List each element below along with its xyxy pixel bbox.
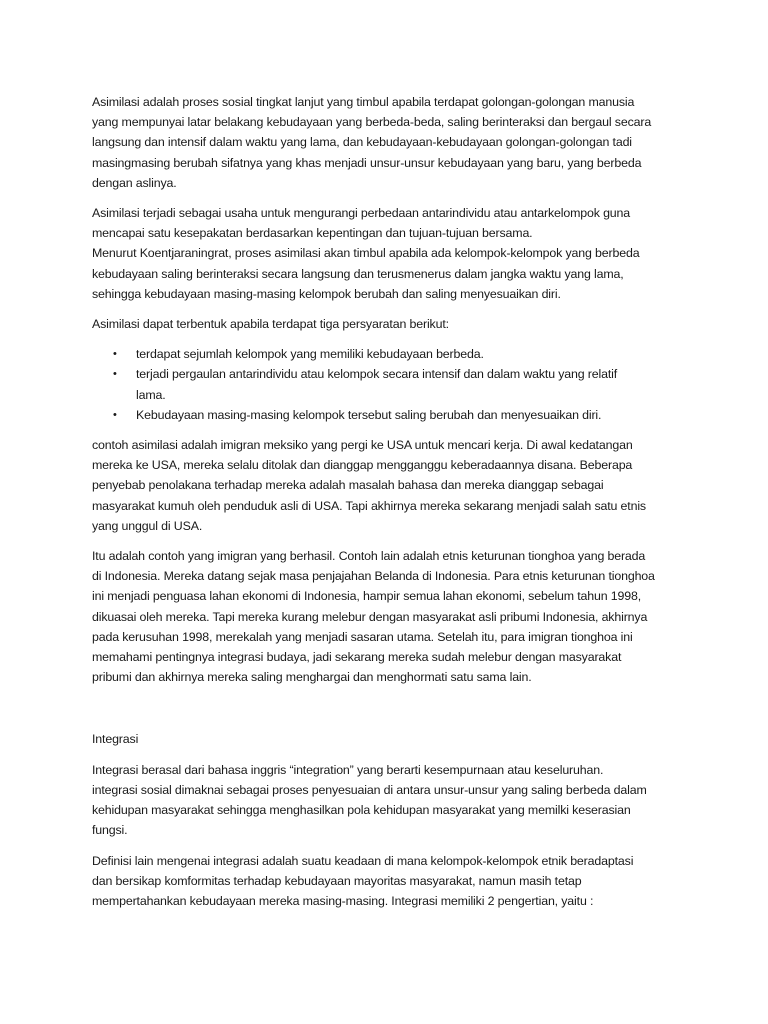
text-line: Integrasi berasal dari bahasa inggris “integration” yang berarti kesempurnaan atau keseluruhan. [92,762,604,777]
text-line: Asimilasi adalah proses sosial tingkat lanjut yang timbul apabila terdapat golongan-golongan manusia [92,95,635,109]
text-line: sehingga kebudayaan masing-masing kelompok berubah dan saling menyesuaikan diri. [92,286,561,301]
text-line: dengan aslinya. [92,175,177,190]
bullet-icon: • [113,348,117,361]
requirements-list [92,344,682,425]
text-line: penyebab penolakana terhadap mereka adalah masalah bahasa dan mereka dianggap sebagai [92,478,604,493]
bullet-icon: • [113,368,117,381]
document-page [92,92,682,921]
paragraph-example-mexico [92,435,682,536]
text-line: kehidupan masyarakat sehingga menghasilkan pola kehidupan masyarakat yang memilki keserasian [92,803,631,818]
text-line: mempertahankan kebudayaan mereka masing-masing. Integrasi memiliki 2 pengertian, yaitu : [92,893,594,908]
text-line: Itu adalah contoh yang imigran yang berhasil. Contoh lain adalah etnis keturunan tionghoa yang berada [92,549,646,564]
heading-text: Integrasi [92,732,139,747]
text-line: Definisi lain mengenai integrasi adalah suatu keadaan di mana kelompok-kelompok etnik beradaptasi [92,853,634,868]
paragraph-asimilasi-definition [92,92,682,193]
text-line: di Indonesia. Mereka datang sejak masa penjajahan Belanda di Indonesia. Para etnis keturunan tionghoa [92,569,655,584]
paragraph-example-tionghoa [92,546,682,687]
text-line: memahami pentingnya integrasi budaya, jadi sekarang mereka sudah melebur dengan masyarakat [92,650,622,665]
text-line: dan bersikap komformitas terhadap kebudayaan mayoritas masyarakat, namun masih tetap [92,873,582,888]
text-line: mereka ke USA, mereka selalu ditolak dan dianggap mengganggu keberadaannya disana. Beberapa [92,458,633,473]
text-line: pribumi dan akhirnya mereka saling menghargai dan menghormati satu sama lain. [92,670,532,685]
list-item [92,364,682,404]
text-line: fungsi. [92,823,128,838]
list-item [92,344,682,364]
text-line: yang unggul di USA. [92,518,203,533]
text-line: masingmasing berubah sifatnya yang khas menjadi unsur-unsur kebudayaan yang baru, yang berbeda [92,155,642,170]
paragraph-integrasi-definition [92,760,682,841]
text-line: Asimilasi dapat terbentuk apabila terdapat tiga persyaratan berikut: [92,317,449,332]
text-line: pada kerusuhan 1998, merekalah yang menjadi sasaran utama. Setelah itu, para imigran tionghoa ini [92,629,633,644]
text-line: contoh asimilasi adalah imigran meksiko yang pergi ke USA untuk mencari kerja. Di awal kedatangan [92,438,633,453]
text-line: kebudayaan saling berinteraksi secara langsung dan terusmenerus dalam jangka waktu yang lama, [92,266,624,281]
paragraph-asimilasi-purpose [92,203,682,304]
section-spacer [92,697,682,729]
text-line: Asimilasi terjadi sebagai usaha untuk mengurangi perbedaan antarindividu atau antarkelompok guna [92,206,631,221]
text-line: terdapat sejumlah kelompok yang memiliki kebudayaan berbeda. [136,347,484,362]
text-line: masyarakat kumuh oleh penduduk asli di USA. Tapi akhirnya mereka sekarang menjadi salah satu etnis [92,498,646,513]
text-line: terjadi pergaulan antarindividu atau kelompok secara intensif dan dalam waktu yang relatif [136,367,618,382]
text-line: langsung dan intensif dalam waktu yang lama, dan kebudayaan-kebudayaan golongan-golongan tadi [92,135,632,150]
text-line: dikuasai oleh mereka. Tapi mereka kurang melebur dengan masyarakat asli pribumi Indonesia, akhirnya [92,609,648,624]
section-heading-integrasi [92,729,682,749]
paragraph-requirements-intro [92,314,682,334]
text-line: integrasi sosial dimaknai sebagai proses penyesuaian di antara unsur-unsur yang saling berbeda dalam [92,782,647,797]
text-line: Menurut Koentjaraningrat, proses asimilasi akan timbul apabila ada kelompok-kelompok yang berbeda [92,246,640,261]
text-line: mencapai satu kesepakatan berdasarkan kepentingan dan tujuan-tujuan bersama. [92,226,533,241]
text-line: ini menjadi penguasa lahan ekonomi di Indonesia, hampir semua lahan ekonomi, sebelum tahun 1998, [92,589,642,604]
list-item [92,405,682,425]
paragraph-integrasi-other-definition [92,851,682,912]
text-line: yang mempunyai latar belakang kebudayaan yang berbeda-beda, saling berinteraksi dan bergaul secara [92,115,652,130]
text-line: lama. [136,387,166,402]
text-line: Kebudayaan masing-masing kelompok tersebut saling berubah dan menyesuaikan diri. [136,407,602,422]
bullet-icon: • [113,408,117,421]
